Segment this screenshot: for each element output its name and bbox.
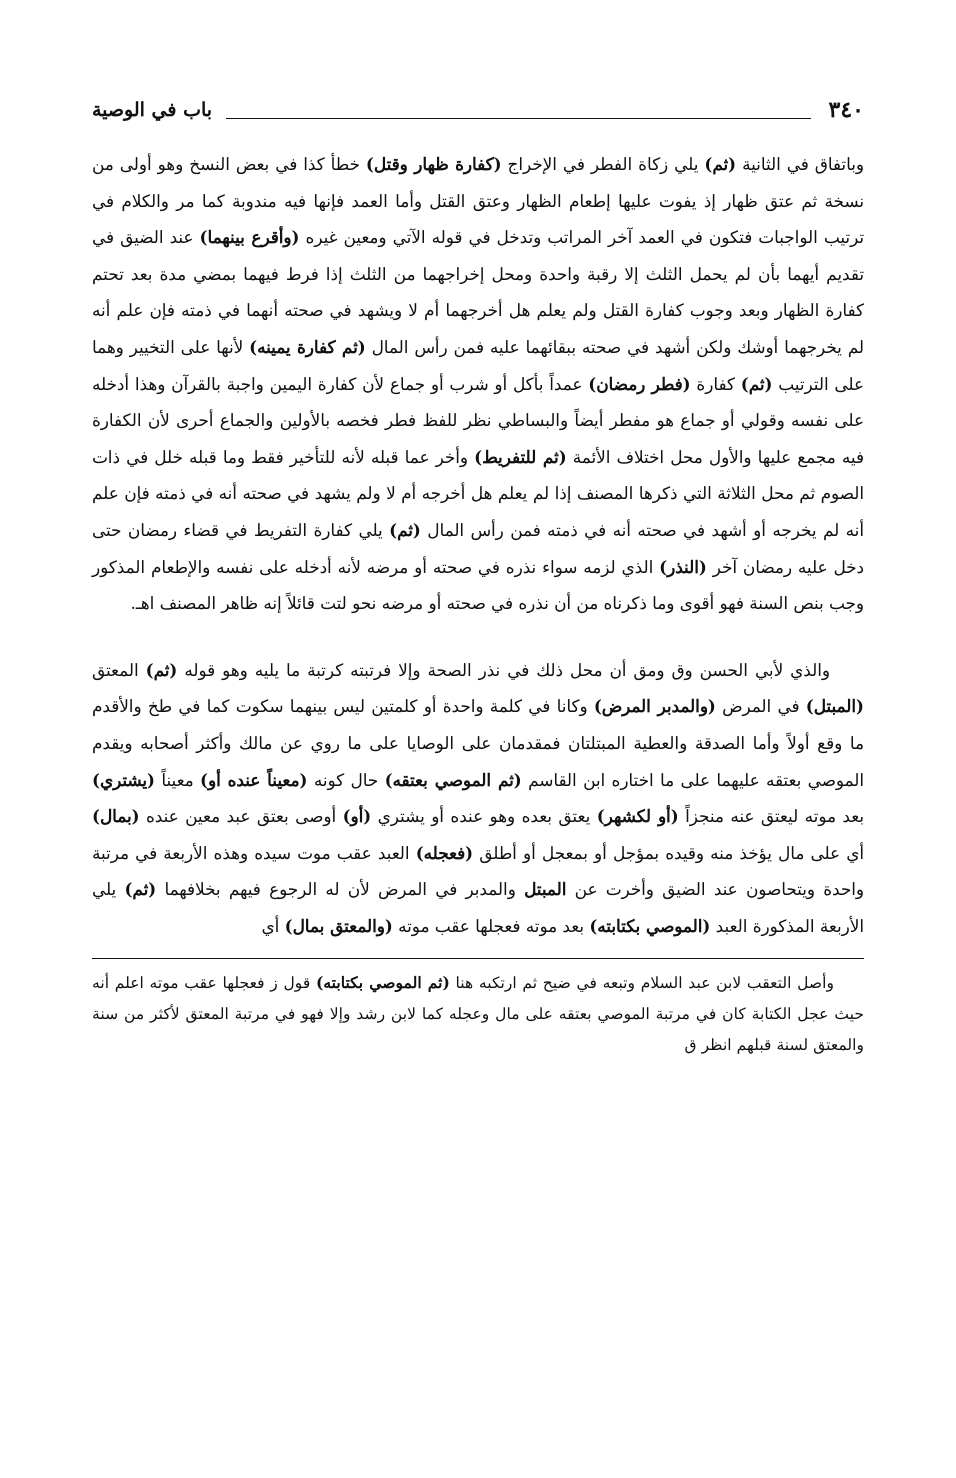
text-run: المعتق [92,659,146,680]
footnote-separator [92,958,864,959]
bold-term: (ثم للتفريط) [474,446,567,467]
bold-term: (ثم) [124,879,157,900]
bold-term: (معيناً عنده أو) [200,769,308,790]
bold-term: (ثم) [704,154,737,174]
text-run: بعد موته ليعتق عنه منجزاً [678,806,864,827]
bold-term: (كفارة ظهار وقتل) [365,154,502,174]
bold-term: (ثم) [389,519,421,540]
text-run: يلي كفارة التفريط في قضاء رمضان حتى دخل عليه رمضان آخر [92,519,864,577]
paragraph-2 [92,652,864,945]
bold-term: (ثم) [145,659,178,680]
text-run: والذي لأبي الحسن وق ومق أن محل ذلك في نذر الصحة وإلا فرتبته كرتبة ما يليه وهو قوله [177,659,830,680]
header-rule [226,118,810,119]
bold-term: (أو) [342,806,372,827]
page-number: ٣٤٠ [828,97,864,123]
page-header [92,88,864,132]
text-run: لأنها على التخيير وهما على الترتيب [92,336,864,394]
text-run: الذي لزمه سواء نذره في صحته أو مرضه لأنه أدخله على نفسه والإطعام المذكور وجب بنص السنة فهو أقوى وما ذكرناه من أن نذره في صحته أو مرضه نحو لتت قائلاً إنه ظاهر المصنف اهـ. [92,556,864,614]
text-run: وأصل التعقب لابن عبد السلام وتبعه في ضيح ثم ارتكبه هنا [449,974,834,993]
text-run: العبد عقب موت سيده وهذه الأربعة في مرتبة واحدة ويتحاصون عند الضيق وأخرت عن [92,842,864,900]
text-run: أي على مال يؤخذ منه وقيده بمؤجل أو بمعجل أو أطلق [473,842,864,863]
text-run: معيناً [154,769,201,790]
running-title: باب في الوصية [92,99,213,121]
paragraph-1 [92,146,864,622]
bold-term: (الموصي بكتابته) [589,915,711,936]
bold-term: المبتل [524,879,567,900]
text-run: خطأ كذا في بعض النسخ وهو أولى من نسخة ثم عتق ظهار إذ يفوت عليها إطعام الظهار وعتق القتل وأما العمد فإنها فيه مندوبة كما مر والكلام في ترتيب الواجبات فتكون في العمد آخر المراتب وتدخل في قوله الآتي ومعين غيره [92,154,864,248]
text-run: وكانا في كلمة واحدة أو كلمتين ليس بينهما سكوت كما في طخ والأقدم ما وقع أولاً وأما الصدقة والعطية المبتلتان فمقدمان على الوصايا على ما روي عن مالك وأكثر أصحابه ويقدم الموصي بعتقه عليهما على ما اختاره ابن القاسم [92,696,865,790]
bold-term: (بمال) [92,806,140,827]
bold-term: (المبتل) [805,696,864,717]
bold-term: (فعجله) [415,842,474,863]
text-run: عند الضيق في تقديم أيهما بأن لم يحمل الثلث إلا رقبة واحدة ومحل إخراجهما من الثلث إذا فرط فيهما بمضي مدة بعد تحتم كفارة الظهار وبعد وجوب كفارة القتل ولم يعلم هل أخرجهما أم لا ويشهد في صحته أنهما في ذمته فإن علم أنه لم يخرجهما أوشك ولكن أشهد في صحته ببقائهما عليه فمن رأس المال [92,227,865,357]
bold-term: (وأقرع بينهما) [199,227,300,248]
book-page [92,88,864,1408]
text-run: وباتفاق في الثانية [736,154,864,174]
text-run: والمدبر في المرض لأن له الرجوع فيهم بخلافهما [156,879,525,900]
text-run: بعد موته فعجلها عقب موته [392,915,590,936]
footnote-1 [92,967,864,1061]
text-run: كفارة [690,373,741,394]
bold-term: (النذر) [659,556,707,577]
bold-term: (ثم كفارة يمينه) [249,336,366,357]
text-run: عمداً بأكل أو شرب أو جماع لأن كفارة اليمين واجبة بالقرآن وهذا أدخله على نفسه وقولي أو جماع هو مفطر أيضاً والبساطي نظر للفظ فطر فخصه بالأولين والجماع أحرى لأن الكفارة فيه مجمع عليها والأول محل اختلاف الأئمة [92,373,864,467]
footnotes [92,967,864,1061]
text-run: يلي زكاة الفطر في الإخراج [501,154,705,174]
bold-term: (أو لكشهر) [596,806,679,827]
bold-term: (والمعتق بمال) [284,915,393,936]
bold-term: (ثم الموصي بعتقه) [384,769,522,790]
text-run: أي [261,915,285,936]
main-text [92,146,864,944]
bold-term: (ثم الموصي بكتابته) [315,973,450,993]
text-run: يعتق بعده وهو عنده أو يشتري [371,806,597,827]
text-run: وأخر عما قبله لأنه للتأخير فقط وما قبله خلل في ذات الصوم ثم محل الثلاثة التي ذكرها المصنف إذا لم يعلم هل أخرجه أم لا ولم يشهد في صحته أنه في ذمته فإن علم أنه لم يخرجه أو أشهد في صحته أنه في ذمته فمن رأس المال [92,446,864,540]
bold-term: (فطر رمضان) [588,373,691,394]
text-run: يلي الأربعة المذكورة العبد [92,879,864,936]
text-run: أوصى بعتق عبد معين عنده [139,806,343,827]
bold-term: (والمدبر المرض) [593,696,716,717]
bold-term: (يشتري) [92,769,155,790]
text-run: حال كونه [307,769,385,790]
bold-term: (ثم) [740,373,773,394]
text-run: في المرض [715,696,806,717]
text-run: قول ز فعجلها عقب موته اعلم أنه حيث عجل الكتابة كان في مرتبة الموصي بعتقه على مال وعجله كما لابن رشد وإلا فهو في مرتبة المعتق لأكثر من سنة والمعتق لسنة قبلهم انظر ق [92,974,864,1055]
